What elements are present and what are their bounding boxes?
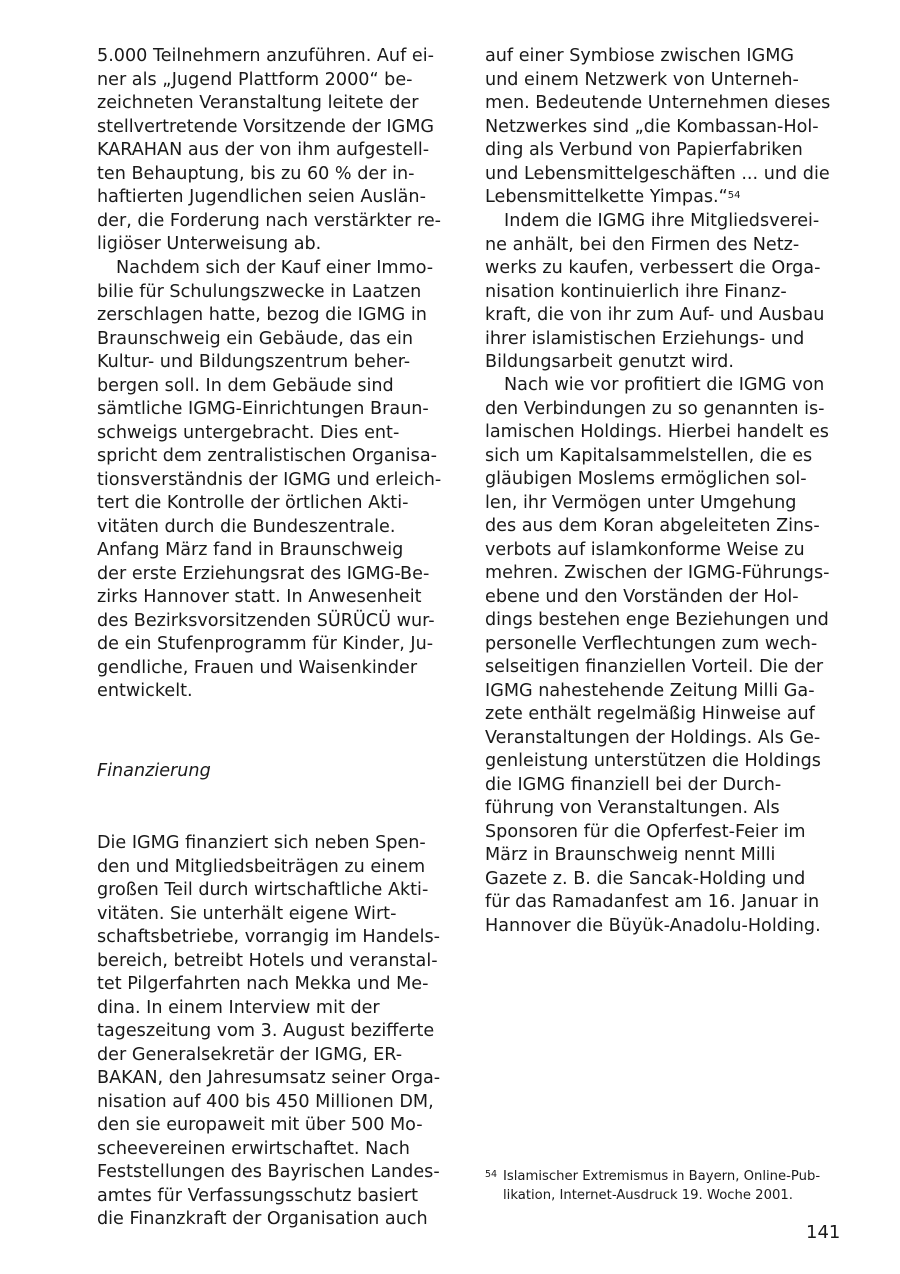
text-line: tageszeitung vom 3. August bezifferte <box>97 1021 435 1041</box>
text-line: und einem Netzwerk von Unterneh- <box>485 69 799 90</box>
text-line: bergen soll. In dem Gebäude sind <box>97 375 394 396</box>
text-line: selseitigen finanziellen Vorteil. Die der <box>485 657 824 677</box>
text-line: vitäten durch die Bundeszentrale. <box>97 516 396 537</box>
text-line: Nach wie vor profitiert die IGMG von <box>504 375 825 395</box>
text-line: Veranstaltungen der Holdings. Als Ge- <box>485 727 821 748</box>
text-line: dina. In einem Interview mit der <box>97 997 380 1018</box>
text-line: bilie für Schulungszwecke in Laatzen <box>97 281 422 302</box>
text-line: 5.000 Teilnehmern anzuführen. Auf ei- <box>97 46 434 66</box>
text-line: der Generalsekretär der IGMG, ER- <box>97 1044 403 1065</box>
text-line: Hannover die Büyük-Anadolu-Holding. <box>485 915 821 936</box>
text-line: des aus dem Koran abgeleiteten Zins- <box>485 516 820 536</box>
text-line: IGMG nahestehende Zeitung Milli Ga- <box>485 680 815 701</box>
text-line: Nachdem sich der Kauf einer Immo- <box>116 258 434 278</box>
text-line: den Verbindungen zu so genannten is- <box>485 398 825 419</box>
text-line: Netzwerkes sind „die Kombassan-Hol- <box>485 116 819 137</box>
text-line: BAKAN, den Jahresumsatz seiner Orga- <box>97 1068 441 1088</box>
footnote-line: Islamischer Extremismus in Bayern, Online-Pub- <box>503 1169 821 1184</box>
text-line: tet Pilgerfahrten nach Mekka und Me- <box>97 974 429 994</box>
text-line: großen Teil durch wirtschaftliche Akti- <box>97 880 429 900</box>
text-line: zete enthält regelmäßig Hinweise auf <box>485 704 815 724</box>
text-line: gendliche, Frauen und Waisenkinder <box>97 657 418 678</box>
text-line: zerschlagen hatte, bezog die IGMG in <box>97 305 427 325</box>
text-line: dings bestehen enge Beziehungen und <box>485 610 829 630</box>
text-line: März in Braunschweig nennt Milli <box>485 845 776 865</box>
text-line: entwickelt. <box>97 681 193 701</box>
text-line: ner als „Jugend Plattform 2000“ be- <box>97 69 413 90</box>
text-line: Feststellungen des Bayrischen Landes- <box>97 1162 440 1182</box>
text-line: die IGMG finanziell bei der Durch- <box>485 774 782 795</box>
section-heading: Finanzierung <box>97 761 211 781</box>
text-line: genleistung unterstützen die Holdings <box>485 751 821 771</box>
text-line: schaftsbetriebe, vorrangig im Handels- <box>97 927 440 947</box>
text-line: haftierten Jugendlichen seien Auslän- <box>97 187 426 207</box>
text-line: de ein Stufenprogramm für Kinder, Ju- <box>97 634 434 654</box>
text-line: verbots auf islamkonforme Weise zu <box>485 539 805 560</box>
footnote-line: likation, Internet-Ausdruck 19. Woche 2001. <box>503 1188 793 1203</box>
text-line: Sponsoren für die Opferfest-Feier im <box>485 821 806 842</box>
text-line: tert die Kontrolle der örtlichen Akti- <box>97 493 409 513</box>
text-line: sich um Kapitalsammelstellen, die es <box>485 445 813 466</box>
text-line: des Bezirksvorsitzenden SÜRÜCÜ wur- <box>97 610 435 631</box>
text-line: Kultur- und Bildungszentrum beher- <box>97 352 411 372</box>
text-line: lamischen Holdings. Hierbei handelt es <box>485 422 829 442</box>
text-line: men. Bedeutende Unternehmen dieses <box>485 93 831 113</box>
text-line: mehren. Zwischen der IGMG-Führungs- <box>485 563 830 583</box>
text-line: stellvertretende Vorsitzende der IGMG <box>97 116 435 137</box>
text-line: den sie europaweit mit über 500 Mo- <box>97 1115 423 1135</box>
footnote-number: 54 <box>485 1169 498 1180</box>
text-line: schweigs untergebracht. Dies ent- <box>97 422 400 443</box>
text-line: Lebensmittelkette Yimpas.“$^{54}$ <box>485 187 741 207</box>
text-line: Gazete z. B. die Sancak-Holding und <box>485 868 806 889</box>
text-line: tionsverständnis der IGMG und erleich- <box>97 469 442 490</box>
text-line: ding als Verbund von Papierfabriken <box>485 140 803 160</box>
text-line: amtes für Verfassungsschutz basiert <box>97 1185 419 1206</box>
text-line: bereich, betreibt Hotels und veranstal- <box>97 950 438 971</box>
footnote-reference[interactable]: 54 <box>727 190 741 201</box>
text-line: personelle Verflechtungen zum wech- <box>485 633 818 654</box>
text-line: die Finanzkraft der Organisation auch <box>97 1209 428 1229</box>
text-line: Braunschweig ein Gebäude, das ein <box>97 328 414 349</box>
text-line: zeichneten Veranstaltung leitete der <box>97 93 419 113</box>
text-line: zirks Hannover statt. In Anwesenheit <box>97 587 422 607</box>
text-line: gläubigen Moslems ermöglichen sol- <box>485 469 807 489</box>
text-line: der, die Forderung nach verstärkter re- <box>97 210 442 231</box>
text-line: ten Behauptung, bis zu 60 % der in- <box>97 163 415 184</box>
text-line: Die IGMG finanziert sich neben Spen- <box>97 833 426 853</box>
page-number: 141 <box>806 1222 841 1243</box>
text-line: ebene und den Vorständen der Hol- <box>485 586 799 607</box>
text-line: Anfang März fand in Braunschweig <box>97 540 404 560</box>
text-line: Bildungsarbeit genutzt wird. <box>485 352 734 372</box>
text-line: führung von Veranstaltungen. Als <box>485 798 780 818</box>
text-line: Indem die IGMG ihre Mitgliedsverei- <box>504 211 820 231</box>
text-line: nisation auf 400 bis 450 Millionen DM, <box>97 1091 434 1112</box>
text-line: nisation kontinuierlich ihre Finanz- <box>485 281 787 302</box>
text-line: der erste Erziehungsrat des IGMG-Be- <box>97 563 430 584</box>
text-line: kraft, die von ihr zum Auf- und Ausbau <box>485 305 825 325</box>
text-line: ihrer islamistischen Erziehungs- und <box>485 328 805 349</box>
text-line: und Lebensmittelgeschäften ... und die <box>485 163 830 184</box>
text-line: KARAHAN aus der von ihm aufgestell- <box>97 140 430 160</box>
text-line: auf einer Symbiose zwischen IGMG <box>485 46 795 66</box>
text-line: spricht dem zentralistischen Organisa- <box>97 446 437 466</box>
text-line: ne anhält, bei den Firmen des Netz- <box>485 234 800 255</box>
text-line: werks zu kaufen, verbessert die Orga- <box>485 258 821 278</box>
text-line: den und Mitgliedsbeiträgen zu einem <box>97 856 426 877</box>
text-line: ligiöser Unterweisung ab. <box>97 234 322 254</box>
text-line: sämtliche IGMG-Einrichtungen Braun- <box>97 399 429 419</box>
text-line: scheevereinen erwirtschaftet. Nach <box>97 1138 410 1159</box>
text-line: vitäten. Sie unterhält eigene Wirt- <box>97 903 397 924</box>
text-line: für das Ramadanfest am 16. Januar in <box>485 892 820 912</box>
text-line: len, ihr Vermögen unter Umgehung <box>485 492 797 513</box>
